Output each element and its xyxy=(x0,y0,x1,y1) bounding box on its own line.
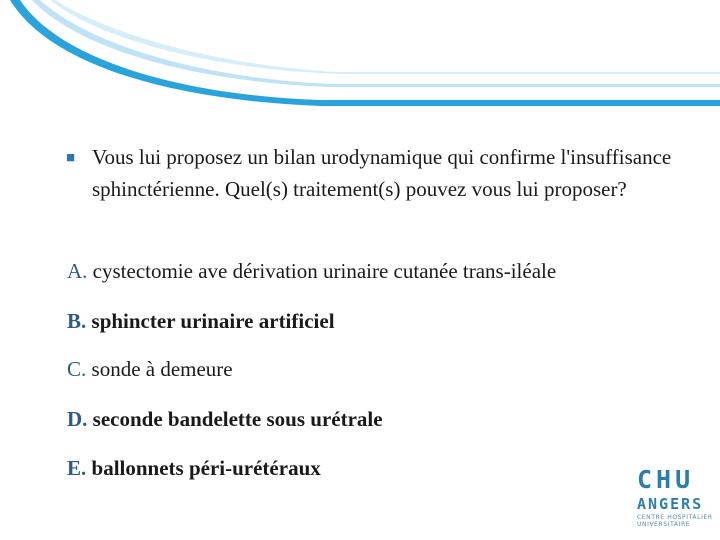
logo-subtitle-1: CENTRE HOSPITALIER xyxy=(637,514,713,521)
answer-letter: E. xyxy=(67,456,87,480)
answer-text: ballonnets péri-urétéraux xyxy=(91,456,321,480)
chu-angers-logo xyxy=(637,466,713,530)
answer-letter: C. xyxy=(67,357,87,381)
answer-d xyxy=(67,405,383,433)
answer-letter: D. xyxy=(67,407,88,431)
answer-letter: B. xyxy=(67,309,87,333)
question xyxy=(66,141,706,205)
logo-chu-text: CHU xyxy=(637,465,695,494)
answer-c xyxy=(67,355,233,383)
answer-text: sonde à demeure xyxy=(91,357,233,381)
answer-text: cystectomie ave dérivation urinaire cutanée trans-iléale xyxy=(92,259,557,283)
bullet-icon: ■ xyxy=(66,150,76,166)
logo-subtitle-2: UNIVERSITAIRE xyxy=(637,521,691,528)
answer-a xyxy=(67,257,556,285)
answer-text: seconde bandelette sous urétrale xyxy=(92,407,383,431)
answer-letter: A. xyxy=(67,259,88,283)
answer-e xyxy=(67,454,321,482)
header-swoosh-decoration xyxy=(0,0,720,120)
question-text: Vous lui proposez un bilan urodynamique qui confirme l'insuffisance sphinctérienne. Quel(s) traitement(s) pouvez vous lui proposer? xyxy=(92,145,672,201)
logo-angers-text: ANGERS xyxy=(637,495,704,513)
answer-b xyxy=(67,307,335,335)
answer-text: sphincter urinaire artificiel xyxy=(91,309,335,333)
